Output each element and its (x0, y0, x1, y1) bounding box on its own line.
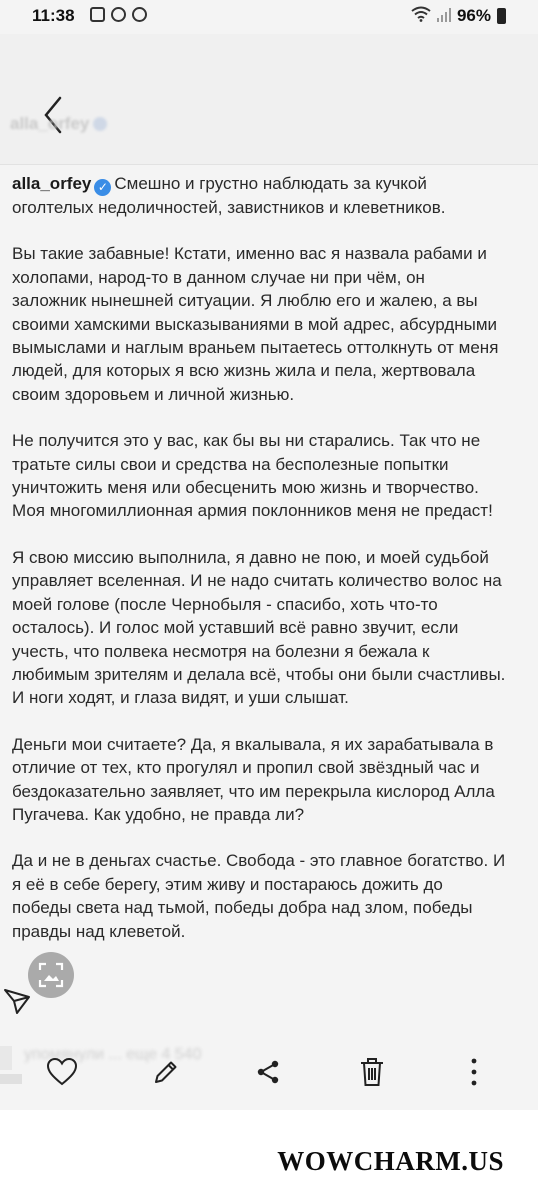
wifi-icon (411, 6, 431, 26)
heart-icon (46, 1057, 78, 1087)
status-time: 11:38 (32, 6, 75, 25)
caption-paragraph-2: Вы такие забавные! Кстати, именно вас я назвала рабами и холопами, народ-то в данном случае ни при чём, он заложник нынешней ситуации. Я люблю его и жалею, а вы своими хамскими высказываниями в мой адрес, абсурдными вымыслами и наглым враньем пытаетесь оттолкнуть от меня людей, для которых я всю жизнь жила и пела, жертвовала своим здоровьем и личной жизнью. (12, 244, 499, 404)
battery-icon (497, 8, 506, 24)
caption-text-1: Смешно и грустно наблюдать за кучкой оголтелых недоличностей, завистников и клеветников. (12, 174, 446, 217)
share-icon (254, 1058, 282, 1086)
viewer-action-bar (0, 1040, 538, 1106)
watermark-text: WOWCHARM.US (277, 1146, 504, 1176)
battery-percent: 96% (456, 6, 491, 25)
caption-paragraph-3: Не получится это у вас, как бы вы ни старались. Так что не тратьте силы свои и средства на бесполезные попытки уничтожить меня или обесценить мою жизнь и творчество. Моя многомиллионная армия поклонников меня не предаст! (12, 431, 493, 521)
caption-paragraph-5: Деньги мои считаете? Да, я вкалывала, я их зарабатывала в отличие от тех, кто прогулял и пропил свой звёздный час и бездоказательно заявляет, что им перекрыла кислород Алла Пугачева. Как удобно, не правда ли? (12, 734, 495, 824)
caption-paragraph-6: Да и не в деньгах счастье. Свобода - это главное богатство. И я её в себе берегу, этим живу и постараюсь дожить до победы света над тьмой, победы добра над злом, победы правды над клеветой. (12, 851, 506, 941)
post-username[interactable]: alla_orfey (12, 174, 92, 193)
more-vertical-icon (470, 1057, 478, 1087)
edit-button[interactable] (148, 1054, 184, 1090)
favorite-button[interactable] (44, 1054, 80, 1090)
gallery-icon (90, 7, 105, 22)
delete-button[interactable] (354, 1054, 390, 1090)
status-bar (0, 0, 538, 34)
ghost-username (10, 114, 107, 134)
ghost-username-text: alla_orfey (10, 114, 90, 133)
notification-icons (90, 7, 147, 22)
verified-badge-icon: ✓ (94, 179, 111, 196)
more-options-button[interactable] (456, 1054, 492, 1090)
send-icon (2, 985, 32, 1015)
pencil-icon (151, 1057, 181, 1087)
image-search-button[interactable] (28, 952, 74, 998)
share-send-button[interactable] (2, 985, 32, 1015)
post-header (0, 34, 538, 164)
chrome-icon (132, 7, 147, 22)
caption-paragraph-1 (12, 172, 536, 219)
ghost-verified-icon (93, 117, 107, 131)
status-right (411, 6, 506, 26)
faded-likes-text: упомянули ... еще 4 540 (24, 1046, 202, 1063)
trash-icon (358, 1056, 386, 1088)
post-caption (12, 172, 536, 966)
signal-icon (437, 8, 451, 25)
emoji-icon (111, 7, 126, 22)
image-search-icon (28, 952, 74, 998)
header-divider (0, 164, 538, 165)
caption-paragraph-4: Я свою миссию выполнила, я давно не пою, и моей судьбой управляет вселенная. И не надо считать количество волос на моей голове (после Чернобыля - спасибо, хоть что-то осталось). И голос мой уставший всё равно звучит, если учесть, что полвека несмотря на болезни я бежала к любимым зрителям и делала всё, чтобы они были счастливы. И ноги ходят, и глаза видят, и уши слышат. (12, 547, 506, 708)
share-button[interactable] (250, 1054, 286, 1090)
